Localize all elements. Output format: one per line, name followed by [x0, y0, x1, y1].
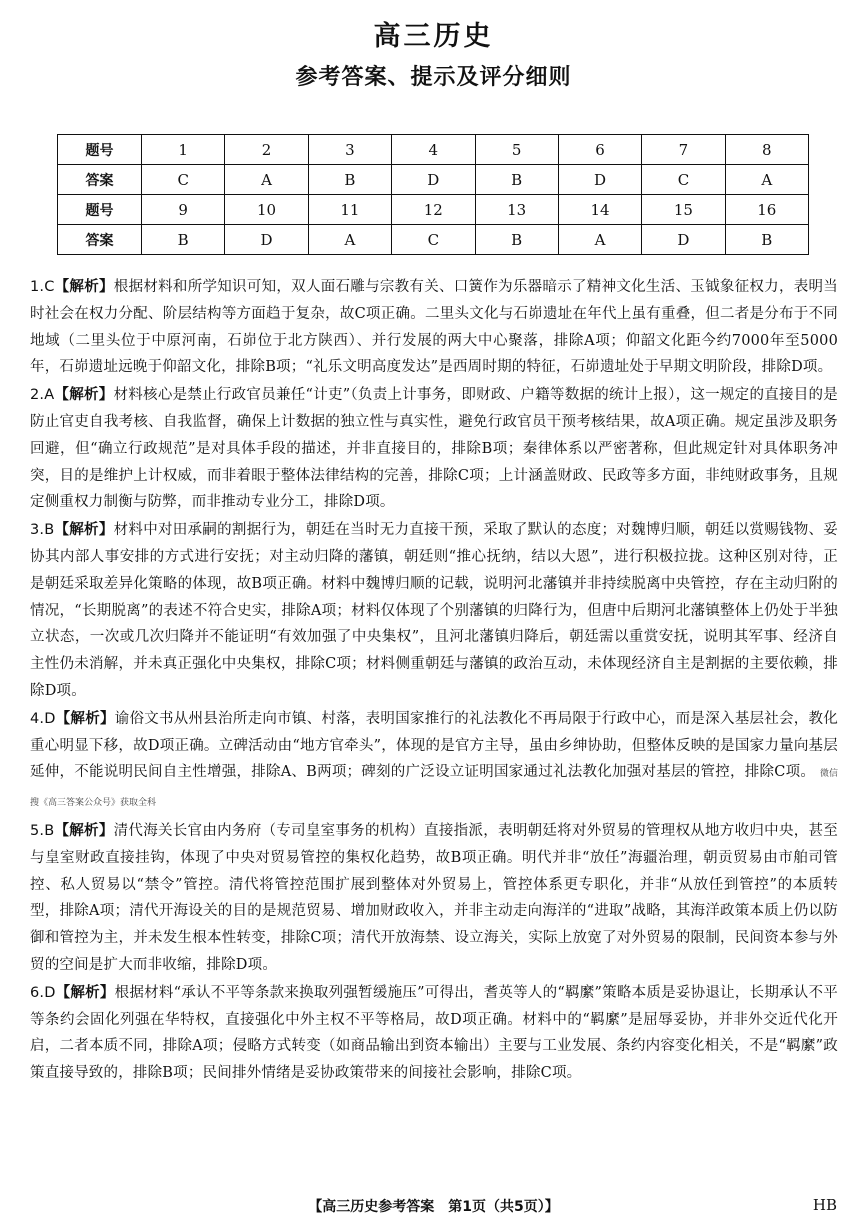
item-text: 根据材料“承认不平等条款来换取列强暂缓施压”可得出，耆英等人的“羁縻”策略本质是妥协退让，长期承认不平等条约会固化列强在华特权，直接强化中外主权不平等格局，故D项正确。材料中的“羁縻”是屈辱妥协，并非外交近代化开启，二者本质不同，排除A项；侵略方式转变（如商品输出到资本输出）主要与工业发展、条约内容变化相关，不是“羁縻”政策直接导致的，排除B项；民间排外情绪是妥协政策带来的间接社会影响，排除C项。 — [30, 984, 838, 1082]
analysis-tag: 【解析】 — [54, 822, 114, 839]
explanation-item — [30, 980, 838, 1087]
analysis-tag: 【解析】 — [55, 710, 115, 727]
row-header: 答案 — [58, 225, 142, 255]
explanation-item — [30, 706, 838, 817]
item-text: 清代海关长官由内务府（专司皇室事务的机构）直接指派，表明朝廷将对外贸易的管理权从地方收归中央，甚至与皇室财政直接挂钩，体现了中央对贸易管控的集权化趋势，故B项正确。明代并非“放任”海疆治理，朝贡贸易由市舶司管控、私人贸易以“禁令”管控。清代将管控范围扩展到整体对外贸易上，管控体系更专职化，并非“从放任到管控”的本质转型，排除A项；清代开海设关的目的是规范贸易、增加财政收入，并非主动走向海洋的“进取”战略，其海洋政策本质上仍以防御和管控为主，并未发生根本性转变，排除C项；清代开放海禁、设立海关，实际上放宽了对外贸易的限制，民间资本参与外贸的空间是扩大而非收缩，排除D项。 — [30, 822, 838, 973]
row-header: 题号 — [58, 195, 142, 225]
table-cell: 10 — [225, 195, 308, 225]
table-cell: B — [475, 225, 558, 255]
row-header: 题号 — [58, 135, 142, 165]
table-cell: 15 — [642, 195, 725, 225]
table-cell: A — [558, 225, 641, 255]
page-footer: 【高三历史参考答案 第1页（共5页）】 — [308, 1199, 559, 1215]
watermark-note: 微信搜《高三答案公众号》获取全科 — [30, 769, 838, 809]
table-cell: 16 — [725, 195, 808, 225]
table-cell: C — [142, 165, 225, 195]
analysis-tag: 【解析】 — [54, 279, 114, 295]
table-cell: D — [642, 225, 725, 255]
item-text: 谕俗文书从州县治所走向市镇、村落，表明国家推行的礼法教化不再局限于行政中心，而是深入基层社会，教化重心明显下移，故D项正确。立碑活动由“地方官牵头”，体现的是官方主导，虽由乡绅协助，但整体反映的是国家力量向基层延伸，不能说明民间自主性增强，排除A、B两项；碑刻的广泛设立证明国家通过礼法教化加强对基层的管控，排除C项。 — [30, 710, 838, 781]
region-code: HB — [812, 1196, 837, 1214]
table-row — [58, 195, 809, 225]
table-cell: 8 — [725, 135, 808, 165]
item-text: 材料中对田承嗣的割据行为，朝廷在当时无力直接干预，采取了默认的态度；对魏博归顺，朝廷以赏赐钱物、妥协其内部人事安排的方式进行安抚；对主动归降的藩镇，朝廷则“推心抚纳，结以大恩”，进行积极拉拢。这种区别对待，正是朝廷采取差异化策略的体现，故B项正确。材料中魏博归顺的记载，说明河北藩镇并非持续脱离中央管控，存在主动归附的情况，“长期脱离”的表述不符合史实，排除A项；材料仅体现了个别藩镇的归降行为，但唐中后期河北藩镇整体上仍处于半独立状态，一次或几次归降并不能证明“有效加强了中央集权”，且河北藩镇归降后，朝廷需以重赏安抚，说明其军事、经济自主性仍未消解，并未真正强化中央集权，排除C项；材料侧重朝廷与藩镇的政治互动，未体现经济自主是割据的主要依赖，排除D项。 — [30, 522, 838, 699]
table-cell: 12 — [392, 195, 475, 225]
table-cell: 2 — [225, 135, 308, 165]
table-cell: D — [225, 225, 308, 255]
analysis-tag: 【解析】 — [55, 984, 115, 1001]
table-cell: C — [392, 225, 475, 255]
item-number: 6.D — [30, 984, 56, 1001]
page-title: 高三历史 — [373, 21, 494, 52]
table-cell: D — [558, 165, 641, 195]
item-number: 1.C — [30, 279, 55, 295]
row-header: 答案 — [58, 165, 142, 195]
table-cell: 1 — [142, 135, 225, 165]
table-cell: B — [475, 165, 558, 195]
table-cell: A — [225, 165, 308, 195]
analysis-tag: 【解析】 — [54, 522, 114, 539]
item-number: 2.A — [30, 387, 55, 404]
table-cell: 4 — [392, 135, 475, 165]
explanations — [30, 274, 838, 1088]
table-cell: D — [392, 165, 475, 195]
table-cell: 5 — [475, 135, 558, 165]
table-cell: 3 — [308, 135, 391, 165]
item-number: 5.B — [30, 822, 55, 839]
table-cell: A — [725, 165, 808, 195]
explanation-item — [30, 818, 838, 979]
table-cell: 7 — [642, 135, 725, 165]
explanation-item — [30, 382, 838, 516]
page-subtitle: 参考答案、提示及评分细则 — [295, 65, 572, 90]
explanation-item — [30, 517, 838, 705]
item-number: 3.B — [30, 522, 55, 539]
item-text: 根据材料和所学知识可知，双人面石雕与宗教有关、口簧作为乐器暗示了精神文化生活、玉钺象征权力，表明当时社会在权力分配、阶层结构等方面趋于复杂，故C项正确。二里头文化与石峁遗址在年代上虽有重叠，但二者是分布于不同地域（二里头位于中原河南，石峁位于北方陕西）、并行发展的两大中心聚落，排除A项；仰韶文化距今约7000年至5000年，石峁遗址远晚于仰韶文化，排除B项；“礼乐文明高度发达”是西周时期的特征，石峁遗址处于早期文明阶段，排除D项。 — [30, 279, 838, 376]
answer-table — [57, 134, 809, 255]
table-cell: 6 — [558, 135, 641, 165]
table-row — [58, 135, 809, 165]
table-cell: B — [308, 165, 391, 195]
item-number: 4.D — [30, 710, 56, 727]
table-cell: 11 — [308, 195, 391, 225]
table-row — [58, 225, 809, 255]
table-cell: B — [725, 225, 808, 255]
table-row — [58, 165, 809, 195]
explanation-item — [30, 274, 838, 381]
item-text: 材料核心是禁止行政官员兼任“计吏”（负责上计事务，即财政、户籍等数据的统计上报），这一规定的直接目的是防止官吏自我考核、自我监督，确保上计数据的独立性与真实性，避免行政官员干预考核结果，故A项正确。规定虽涉及职务回避，但“确立行政规范”是对具体手段的描述，并非直接目的，排除B项；秦律体系以严密著称，但此规定针对具体职务冲突，目的是维护上计权威，而非着眼于整体法律结构的完善，排除C项；上计涵盖财政、民政等多方面，非纯财政事务，且规定侧重权力制衡与防弊，而非推动专业分工，排除D项。 — [30, 387, 838, 511]
table-cell: 14 — [558, 195, 641, 225]
table-cell: C — [642, 165, 725, 195]
analysis-tag: 【解析】 — [54, 387, 114, 404]
table-cell: 9 — [142, 195, 225, 225]
table-cell: B — [142, 225, 225, 255]
table-cell: A — [308, 225, 391, 255]
table-cell: 13 — [475, 195, 558, 225]
